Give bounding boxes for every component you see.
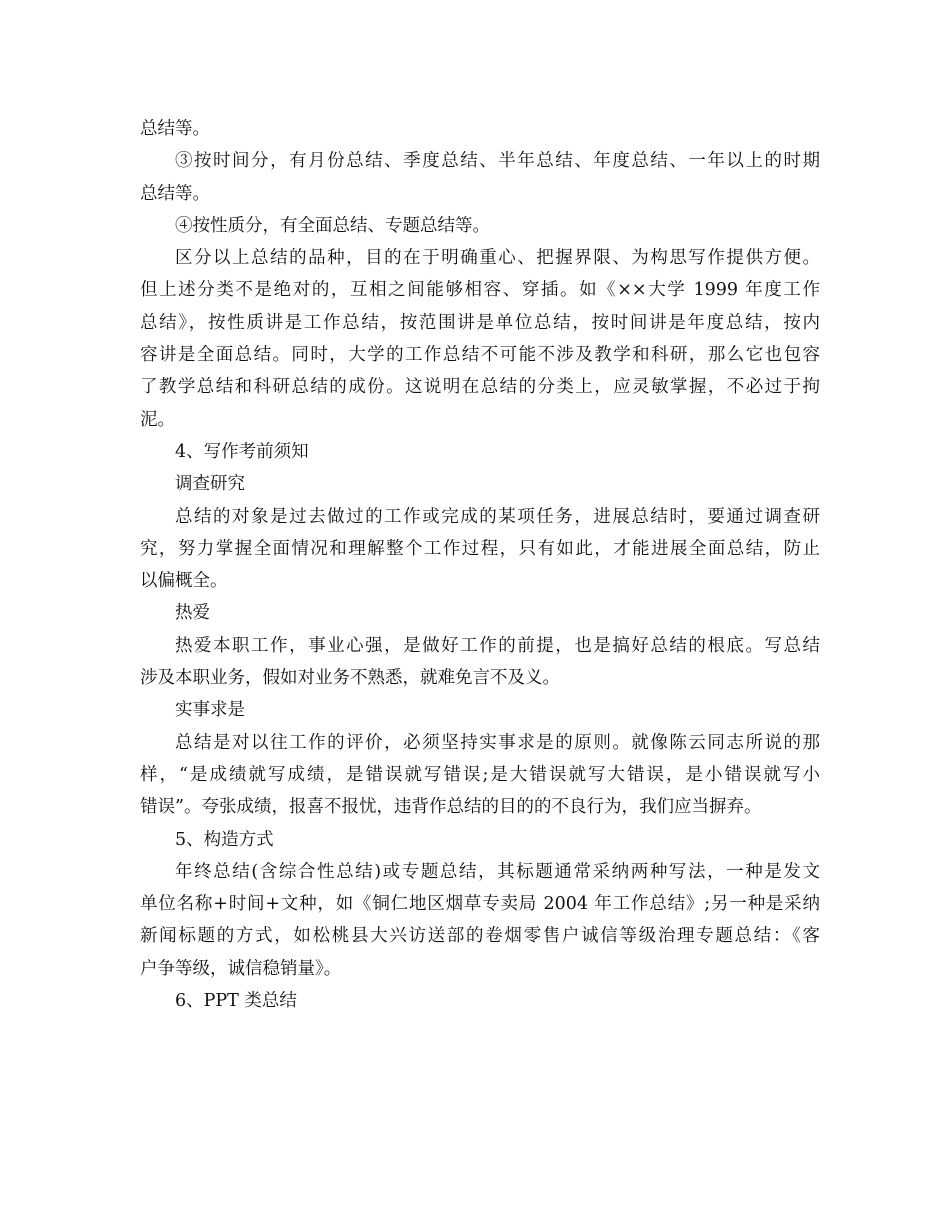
text-line: ④按性质分，有全面总结、专题总结等。 bbox=[175, 215, 490, 236]
text-line: 4、写作考前须知 bbox=[175, 441, 309, 462]
paragraph bbox=[140, 113, 820, 145]
paragraph bbox=[140, 501, 820, 598]
text-line: 调查研究 bbox=[175, 474, 245, 495]
paragraph bbox=[140, 468, 820, 500]
paragraph bbox=[140, 727, 820, 824]
text-line: 户争等级，诚信稳销量》。 bbox=[140, 958, 342, 979]
text-line: 实事求是 bbox=[175, 700, 245, 721]
paragraph bbox=[140, 694, 820, 726]
text-line: 总结》，按性质讲是工作总结，按范围讲是单位总结，按时间讲是年度总结，按内 bbox=[140, 312, 820, 333]
text-line: 单位名称+时间+文种，如《铜仁地区烟草专卖局 2004 年工作总结》;另一种是采纳 bbox=[140, 894, 820, 915]
text-line: 年终总结(含综合性总结)或专题总结，其标题通常采纳两种写法，一种是发文 bbox=[175, 861, 820, 882]
text-line: 热爱本职工作，事业心强，是做好工作的前提，也是搞好总结的根底。写总结 bbox=[175, 635, 820, 656]
text-line: 涉及本职业务，假如对业务不熟悉，就难免言不及义。 bbox=[140, 668, 560, 689]
text-line: 容讲是全面总结。同时，大学的工作总结不可能不涉及教学和科研，那么它也包容 bbox=[140, 345, 820, 366]
paragraph bbox=[140, 630, 820, 695]
document-page bbox=[140, 113, 820, 1017]
paragraph bbox=[140, 597, 820, 629]
paragraph bbox=[140, 985, 820, 1017]
text-line: 但上述分类不是绝对的，互相之间能够相容、穿插。如《××大学 1999 年度工作 bbox=[140, 280, 820, 301]
text-line: 究，努力掌握全面情况和理解整个工作过程，只有如此，才能进展全面总结，防止 bbox=[140, 538, 820, 559]
paragraph bbox=[140, 242, 820, 436]
text-line: 了教学总结和科研总结的成份。这说明在总结的分类上，应灵敏掌握，不必过于拘 bbox=[140, 377, 820, 398]
paragraph bbox=[140, 856, 820, 985]
text-line: 6、PPT 类总结 bbox=[175, 991, 297, 1012]
paragraph bbox=[140, 145, 820, 210]
text-line: 样，“是成绩就写成绩，是错误就写错误;是大错误就写大错误，是小错误就写小 bbox=[140, 764, 820, 785]
text-line: 区分以上总结的品种，目的在于明确重心、把握界限、为构思写作提供方便。 bbox=[175, 248, 820, 269]
text-line: 泥。 bbox=[140, 409, 175, 430]
paragraph bbox=[140, 210, 820, 242]
text-line: 以偏概全。 bbox=[140, 571, 228, 592]
text-line: 总结等。 bbox=[140, 183, 210, 204]
text-line: ③按时间分，有月份总结、季度总结、半年总结、年度总结、一年以上的时期 bbox=[175, 151, 820, 172]
paragraph bbox=[140, 824, 820, 856]
text-line: 总结等。 bbox=[140, 119, 210, 139]
text-line: 错误”。夸张成绩，报喜不报忧，违背作总结的目的的不良行为，我们应当摒弃。 bbox=[140, 797, 762, 818]
paragraph bbox=[140, 436, 820, 468]
text-line: 新闻标题的方式，如松桃县大兴访送部的卷烟零售户诚信等级治理专题总结：《客 bbox=[140, 926, 820, 947]
text-line: 总结的对象是过去做过的工作或完成的某项任务，进展总结时，要通过调查研 bbox=[175, 506, 820, 527]
text-line: 总结是对以往工作的评价，必须坚持实事求是的原则。就像陈云同志所说的那 bbox=[175, 732, 820, 753]
text-line: 热爱 bbox=[175, 603, 210, 624]
text-line: 5、构造方式 bbox=[175, 829, 274, 850]
